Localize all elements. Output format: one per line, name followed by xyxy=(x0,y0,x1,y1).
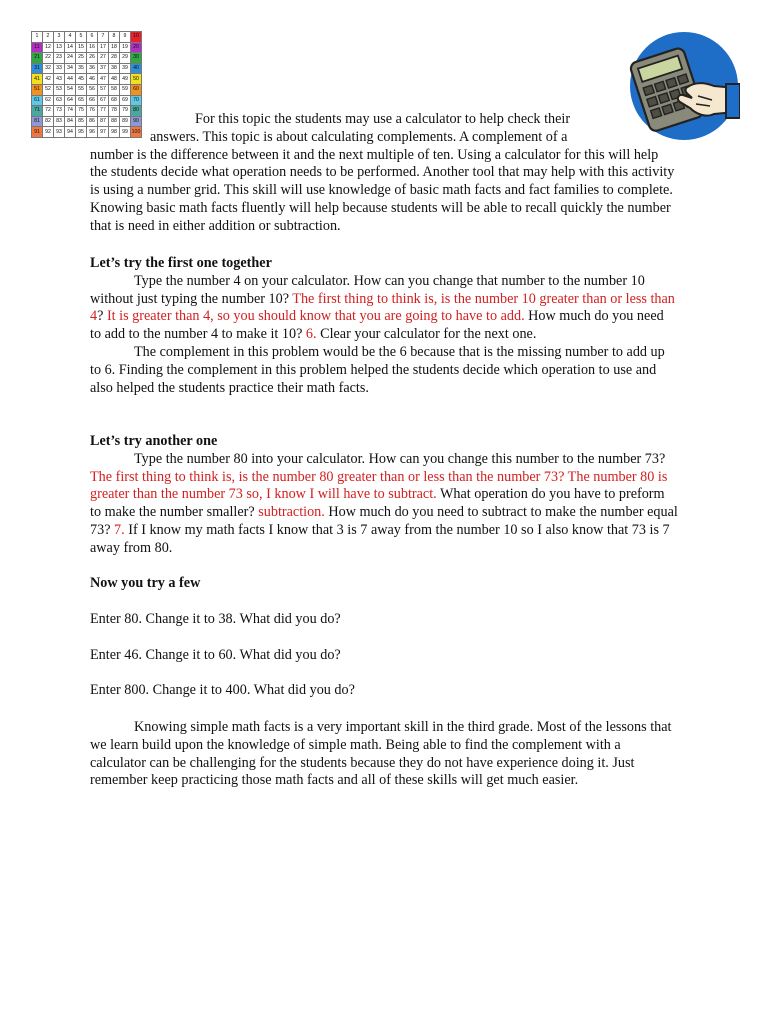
grid-cell: 43 xyxy=(54,74,65,85)
grid-cell: 98 xyxy=(109,127,120,138)
grid-cell: 27 xyxy=(98,53,109,64)
grid-cell: 56 xyxy=(87,84,98,95)
answer-text: 7. xyxy=(114,521,125,538)
grid-cell: 95 xyxy=(76,127,87,138)
grid-cell: 38 xyxy=(109,63,120,74)
practice-question-3: Enter 800. Change it to 400. What did you do? xyxy=(90,682,355,699)
closing-paragraph: Knowing simple math facts is a very important skill in the third grade. Most of the lessons that we learn build upon the knowledge of simple math. Being able to find the complement with a calculator can be challenging for the students because they do not have experience doing it. Just remember keep practicing those math facts and all of these skills will get much easier. xyxy=(90,719,672,789)
grid-cell: 49 xyxy=(120,74,131,85)
grid-cell: 7 xyxy=(98,32,109,43)
grid-cell: 94 xyxy=(65,127,76,138)
grid-cell: 21 xyxy=(32,53,43,64)
grid-cell: 47 xyxy=(98,74,109,85)
grid-cell: 99 xyxy=(120,127,131,138)
grid-cell: 44 xyxy=(65,74,76,85)
grid-cell: 85 xyxy=(76,116,87,127)
grid-cell: 92 xyxy=(43,127,54,138)
grid-cell: 42 xyxy=(43,74,54,85)
grid-cell: 9 xyxy=(120,32,131,43)
section-heading: Now you try a few xyxy=(90,575,201,591)
intro-line-2: answers. This topic is about calculating complements. A complement of a xyxy=(150,128,568,145)
grid-cell: 45 xyxy=(76,74,87,85)
grid-cell: 13 xyxy=(54,42,65,53)
grid-cell: 41 xyxy=(32,74,43,85)
intro-line-1: For this topic the students may use a calculator to help check their xyxy=(195,111,571,127)
grid-cell: 54 xyxy=(65,84,76,95)
grid-cell: 91 xyxy=(32,127,43,138)
grid-cell: 12 xyxy=(43,42,54,53)
grid-cell: 4 xyxy=(65,32,76,43)
grid-cell: 74 xyxy=(65,106,76,117)
grid-cell: 72 xyxy=(43,106,54,117)
grid-cell: 64 xyxy=(65,95,76,106)
body-text: How much do you need to subtract to make the number equal 73? xyxy=(90,504,678,538)
grid-cell: 83 xyxy=(54,116,65,127)
grid-cell: 53 xyxy=(54,84,65,95)
example-paragraph xyxy=(90,451,678,558)
grid-cell: 2 xyxy=(43,32,54,43)
grid-cell: 32 xyxy=(43,63,54,74)
grid-cell: 14 xyxy=(65,42,76,53)
grid-row xyxy=(32,53,142,64)
explanation-paragraph: The complement in this problem would be the 6 because that is the missing number to add up to 6. Finding the complement in this problem helped the students decide which operation to use and also helped the students practice their math facts. xyxy=(90,343,665,396)
grid-row xyxy=(32,74,142,85)
grid-row xyxy=(32,63,142,74)
grid-cell: 76 xyxy=(87,106,98,117)
body-text: How much do you need to add to the number 4 to make it 10? xyxy=(90,308,664,343)
grid-cell: 46 xyxy=(87,74,98,85)
grid-cell: 62 xyxy=(43,95,54,106)
answer-text: 6. xyxy=(305,326,317,343)
grid-cell: 65 xyxy=(76,95,87,106)
answer-text: It is greater than 4, so you should know that you are going to have to add. xyxy=(106,308,525,325)
grid-cell: 90 xyxy=(131,116,142,127)
section-practice xyxy=(90,575,678,700)
grid-cell: 59 xyxy=(120,84,131,95)
grid-cell: 25 xyxy=(76,53,87,64)
grid-cell: 10 xyxy=(131,32,142,43)
grid-cell: 68 xyxy=(109,95,120,106)
grid-cell: 3 xyxy=(54,32,65,43)
grid-cell: 29 xyxy=(120,53,131,64)
grid-cell: 100 xyxy=(131,127,142,138)
grid-cell: 15 xyxy=(76,42,87,53)
closing-section xyxy=(90,719,678,790)
grid-cell: 11 xyxy=(32,42,43,53)
grid-cell: 70 xyxy=(131,95,142,106)
grid-cell: 77 xyxy=(98,106,109,117)
grid-cell: 58 xyxy=(109,84,120,95)
grid-cell: 16 xyxy=(87,42,98,53)
grid-cell: 18 xyxy=(109,42,120,53)
grid-cell: 78 xyxy=(109,106,120,117)
grid-cell: 55 xyxy=(76,84,87,95)
grid-cell: 73 xyxy=(54,106,65,117)
section-second-example xyxy=(90,433,678,558)
grid-cell: 81 xyxy=(32,116,43,127)
grid-cell: 66 xyxy=(87,95,98,106)
grid-cell: 40 xyxy=(131,63,142,74)
grid-cell: 20 xyxy=(131,42,142,53)
grid-cell: 1 xyxy=(32,32,43,43)
grid-row xyxy=(32,84,142,95)
practice-question-2: Enter 46. Change it to 60. What did you do? xyxy=(90,646,341,663)
grid-cell: 36 xyxy=(87,63,98,74)
grid-cell: 23 xyxy=(54,53,65,64)
grid-cell: 96 xyxy=(87,127,98,138)
grid-cell: 30 xyxy=(131,53,142,64)
grid-cell: 93 xyxy=(54,127,65,138)
grid-cell: 39 xyxy=(120,63,131,74)
grid-cell: 87 xyxy=(98,116,109,127)
section-first-example xyxy=(90,255,678,397)
grid-cell: 51 xyxy=(32,84,43,95)
practice-question-1: Enter 80. Change it to 38. What did you do? xyxy=(90,610,341,627)
body-text: ? xyxy=(97,308,107,325)
grid-cell: 5 xyxy=(76,32,87,43)
example-paragraph xyxy=(90,273,678,344)
grid-row xyxy=(32,32,142,43)
grid-cell: 60 xyxy=(131,84,142,95)
answer-text: subtraction. xyxy=(258,504,325,521)
grid-cell: 34 xyxy=(65,63,76,74)
section-heading: Let’s try another one xyxy=(90,433,218,449)
grid-cell: 6 xyxy=(87,32,98,43)
grid-cell: 84 xyxy=(65,116,76,127)
grid-cell: 52 xyxy=(43,84,54,95)
grid-row xyxy=(32,42,142,53)
grid-cell: 31 xyxy=(32,63,43,74)
body-text: Clear your calculator for the next one. xyxy=(316,326,537,343)
grid-cell: 67 xyxy=(98,95,109,106)
grid-cell: 50 xyxy=(131,74,142,85)
grid-cell: 26 xyxy=(87,53,98,64)
body-text: Type the number 80 into your calculator. How can you change this number to the number 73? xyxy=(134,450,666,467)
grid-cell: 79 xyxy=(120,106,131,117)
grid-cell: 80 xyxy=(131,106,142,117)
body-text: If I know my math facts I know that 3 is 7 away from the number 10 so I also know that 73 is 7 away from 80. xyxy=(90,521,670,556)
intro-rest: number is the difference between it and the next multiple of ten. Using a calculator for this will help the students decide what operation needs to be performed. Another tool that may help with this activity is using a number grid. This skill will use knowledge of basic math facts and fact families to complete. Knowing basic math facts fluently will help because students will be able to recall quickly the number that is need in either addition or subtraction. xyxy=(90,146,675,234)
body-text: Type the number 4 on your calculator. How can you change that number to the number 10 without just typing the number 10? xyxy=(90,272,645,307)
grid-cell: 57 xyxy=(98,84,109,95)
grid-cell: 69 xyxy=(120,95,131,106)
answer-text: The first thing to think is, is the number 80 greater than or less than the number 73? The number 80 is greater than the number 73 so, I know I will have to subtract. xyxy=(90,468,668,503)
grid-cell: 33 xyxy=(54,63,65,74)
grid-cell: 19 xyxy=(120,42,131,53)
grid-cell: 71 xyxy=(32,106,43,117)
grid-cell: 82 xyxy=(43,116,54,127)
grid-cell: 97 xyxy=(98,127,109,138)
grid-cell: 22 xyxy=(43,53,54,64)
grid-cell: 17 xyxy=(98,42,109,53)
grid-cell: 35 xyxy=(76,63,87,74)
grid-cell: 86 xyxy=(87,116,98,127)
grid-cell: 48 xyxy=(109,74,120,85)
answer-text: The first thing to think is, is the number 10 greater than or less than 4 xyxy=(90,290,675,325)
grid-cell: 89 xyxy=(120,116,131,127)
grid-cell: 28 xyxy=(109,53,120,64)
grid-cell: 24 xyxy=(65,53,76,64)
grid-cell: 63 xyxy=(54,95,65,106)
grid-cell: 8 xyxy=(109,32,120,43)
grid-row xyxy=(32,95,142,106)
grid-cell: 61 xyxy=(32,95,43,106)
grid-cell: 88 xyxy=(109,116,120,127)
section-heading: Let’s try the first one together xyxy=(90,255,272,271)
grid-cell: 37 xyxy=(98,63,109,74)
grid-cell: 75 xyxy=(76,106,87,117)
intro-paragraph xyxy=(90,111,678,236)
body-text: What operation do you have to preform to make the number smaller? xyxy=(90,486,665,521)
